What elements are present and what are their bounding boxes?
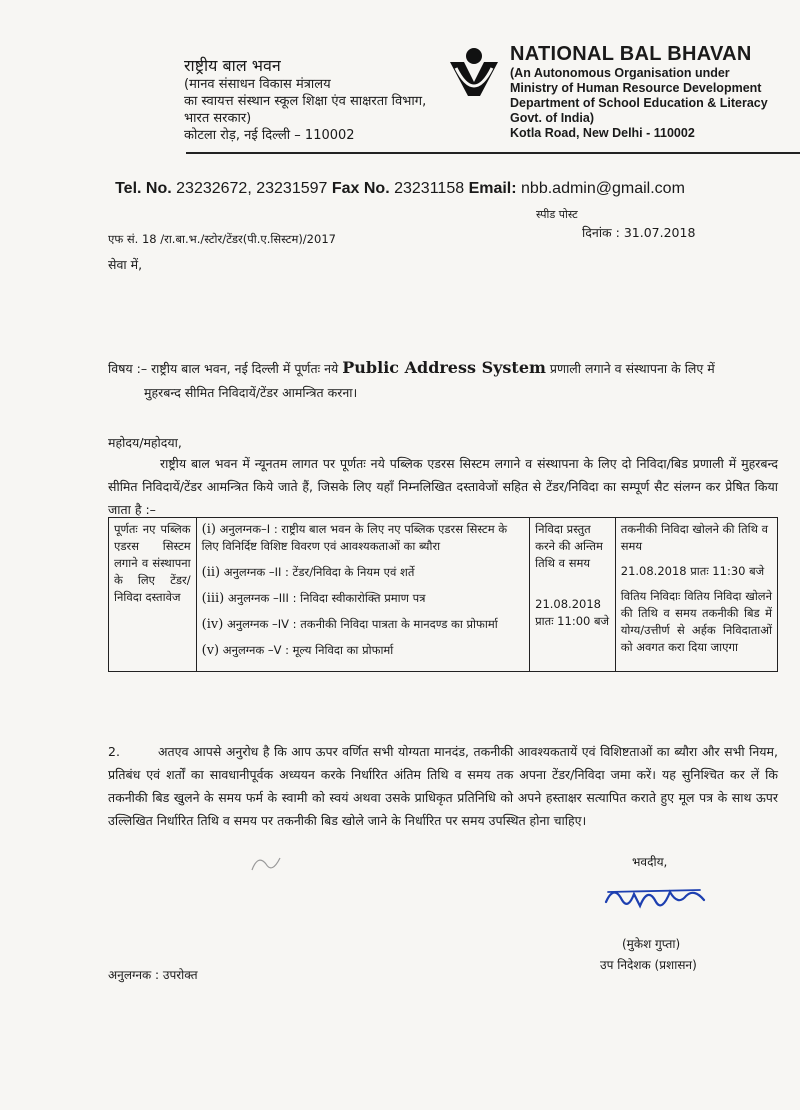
table-col-annexures xyxy=(196,518,529,672)
opening-date: 21.08.2018 प्रातः 11:30 बजे xyxy=(620,564,765,578)
hindi-line: कोटला रोड़, नई दिल्ली – 110002 xyxy=(184,128,355,143)
annexure-item: (v) अनुलग्नक –V : मूल्य निविदा का प्रोफार्मा xyxy=(201,643,394,658)
tel-value: 23232672, 23231597 xyxy=(176,180,328,197)
subject-suffix: प्रणाली लगाने व संस्थापना के लिए में xyxy=(549,361,715,376)
english-line: Department of School Education & Literacy xyxy=(510,96,768,110)
paragraph-1-rest: प्रणाली में मुहरबन्द सीमित निविदायें/टेंडर आमन्त्रित किये जाते हैं, जिसके लिए यहाँ निम्नलिखित दस्तावेजों सहित से टेंडर/निविदा का सम्पूर्ण सैट संलग्न कर प्रेषित किया जाता है :– xyxy=(108,456,778,517)
signatory-designation: उप निदेशक (प्रशासन) xyxy=(600,958,697,972)
date-label: दिनांक : xyxy=(582,225,620,240)
submission-heading: निविदा प्रस्तुत करने की अन्तिम तिथि व समय xyxy=(535,522,603,570)
speed-post-label: स्पीड पोस्ट xyxy=(536,208,578,221)
salutation: महोदय/महोदया, xyxy=(108,435,182,450)
subject-line2: मुहरबन्द सीमित निविदायें/टेंडर आमन्त्रित करना। xyxy=(144,385,358,400)
signatory-name: (मुकेश गुप्ता) xyxy=(622,937,681,951)
email-value: nbb.admin@gmail.com xyxy=(521,180,685,197)
addressee: सेवा में, xyxy=(108,257,143,272)
paragraph-2-number: 2. xyxy=(108,744,120,759)
signature-icon xyxy=(600,876,710,922)
header-divider xyxy=(186,152,800,154)
paragraph-1-first: राष्ट्रीय बाल भवन में न्यूनतम लागत पर पूर्णतः नये पब्लिक एडरस सिस्टम लगाने व संस्थापना के लिए दो निविदा/बिड xyxy=(160,456,688,471)
submission-date: 21.08.2018 प्रातः 11:00 बजे xyxy=(535,597,610,628)
hindi-line: (मानव संसाधन विकास मंत्रालय xyxy=(184,77,331,92)
english-line: (An Autonomous Organisation under xyxy=(510,66,730,80)
table-col-documents: पूर्णतः नए पब्लिक एडरस सिस्टम लगाने व संस्थापना के लिए टेंडर/ निविदा दस्तावेज xyxy=(109,518,197,672)
annexure-item: (i) अनुलग्नक–I : राष्ट्रीय बाल भवन के लिए नए पब्लिक एडरस सिस्टम के लिए विनिर्दिष्ट विशिष्ट विवरण एवं आवश्यकताओं का ब्यौरा xyxy=(201,522,508,553)
tender-documents-table xyxy=(108,517,778,672)
annexure-item: (iv) अनुलग्नक –IV : तकनीकी निविदा पात्रता के मानदण्ड का प्रोफार्मा xyxy=(201,617,498,632)
english-line: Kotla Road, New Delhi - 110002 xyxy=(510,126,695,140)
hindi-line: भारत सरकार) xyxy=(184,111,252,126)
date-value: 31.07.2018 xyxy=(623,225,696,240)
annexure-item: (ii) अनुलग्नक –II : टेंडर/निविदा के नियम एवं शर्ते xyxy=(201,565,415,580)
paragraph-2-text: अतएव आपसे अनुरोध है कि आप ऊपर वर्णित सभी योग्यता मानदंड, तकनीकी आवश्यकतायें एवं विशिष्टताओं का ब्यौरा और सभी नियम, प्रतिबंध एवं शर्तों का सावधानीपूर्वक अध्ययन करके निर्धारित अंतिम तिथि व समय तक अपना टेंडर/निविदा जमा करें। यह सुनिश्चित कर लें कि तकनीकी बिड खुलने के समय फर्म के स्वामी को स्वयं अथवा उसके प्राधिकृत प्रतिनिधि को अपने हस्ताक्षर सत्यापित कराते हुए मूल पत्र के साथ ऊपर उल्लिखित निर्धारित तिथि व समय पर तकनीकी बिड खोले जाने के निर्धारित पर समय उपस्थित होना चाहिए। xyxy=(108,744,778,828)
closing-bhavdiya: भवदीय, xyxy=(632,855,668,869)
english-org-title: NATIONAL BAL BHAVAN xyxy=(510,43,752,65)
annexure-item: (iii) अनुलग्नक –III : निविदा स्वीकारोक्ति प्रमाण पत्र xyxy=(201,591,426,606)
fax-value: 23231158 xyxy=(394,180,465,197)
hindi-line: का स्वायत्त संस्थान स्कूल शिक्षा एंव साक्षरता विभाग, xyxy=(184,94,427,109)
contact-line xyxy=(0,180,800,198)
file-reference: एफ सं. 18 /रा.बा.भ./स्टोर/टेंडर(पी.ए.सिस्टम)/2017 xyxy=(108,232,336,246)
english-line: Ministry of Human Resource Development xyxy=(510,81,762,95)
hindi-letterhead xyxy=(184,56,474,144)
enclosure-note: अनुलग्नक : उपरोक्त xyxy=(108,968,198,982)
paragraph-2 xyxy=(108,740,778,832)
subject-prefix: विषय :– राष्ट्रीय बाल भवन, नई दिल्ली में पूर्णतः नये xyxy=(108,361,339,376)
opening-heading: तकनीकी निविदा खोलने की तिथि व समय xyxy=(620,522,769,553)
initial-mark-icon xyxy=(248,850,284,880)
table-col-submission xyxy=(530,518,616,672)
hindi-org-title: राष्ट्रीय बाल भवन xyxy=(184,56,281,75)
subject-highlight: Public Address System xyxy=(342,358,546,377)
bal-bhavan-logo-icon xyxy=(446,44,502,104)
table-col-opening xyxy=(615,518,777,672)
english-letterhead xyxy=(510,42,798,141)
fax-label: Fax No. xyxy=(331,180,390,197)
financial-bid-note: वितिय निविदाः वितिय निविदा खोलने की तिथि व समय तकनीकी बिड में योग्य/उत्तीर्ण से अर्हक निविदाताओं को अवगत करा दिया जाएगा xyxy=(620,589,772,654)
tel-label: Tel. No. xyxy=(115,180,172,197)
paragraph-1 xyxy=(108,452,778,521)
english-line: Govt. of India) xyxy=(510,111,595,125)
email-label: Email: xyxy=(468,180,517,197)
letter-date xyxy=(582,224,695,241)
subject-block xyxy=(108,356,778,405)
